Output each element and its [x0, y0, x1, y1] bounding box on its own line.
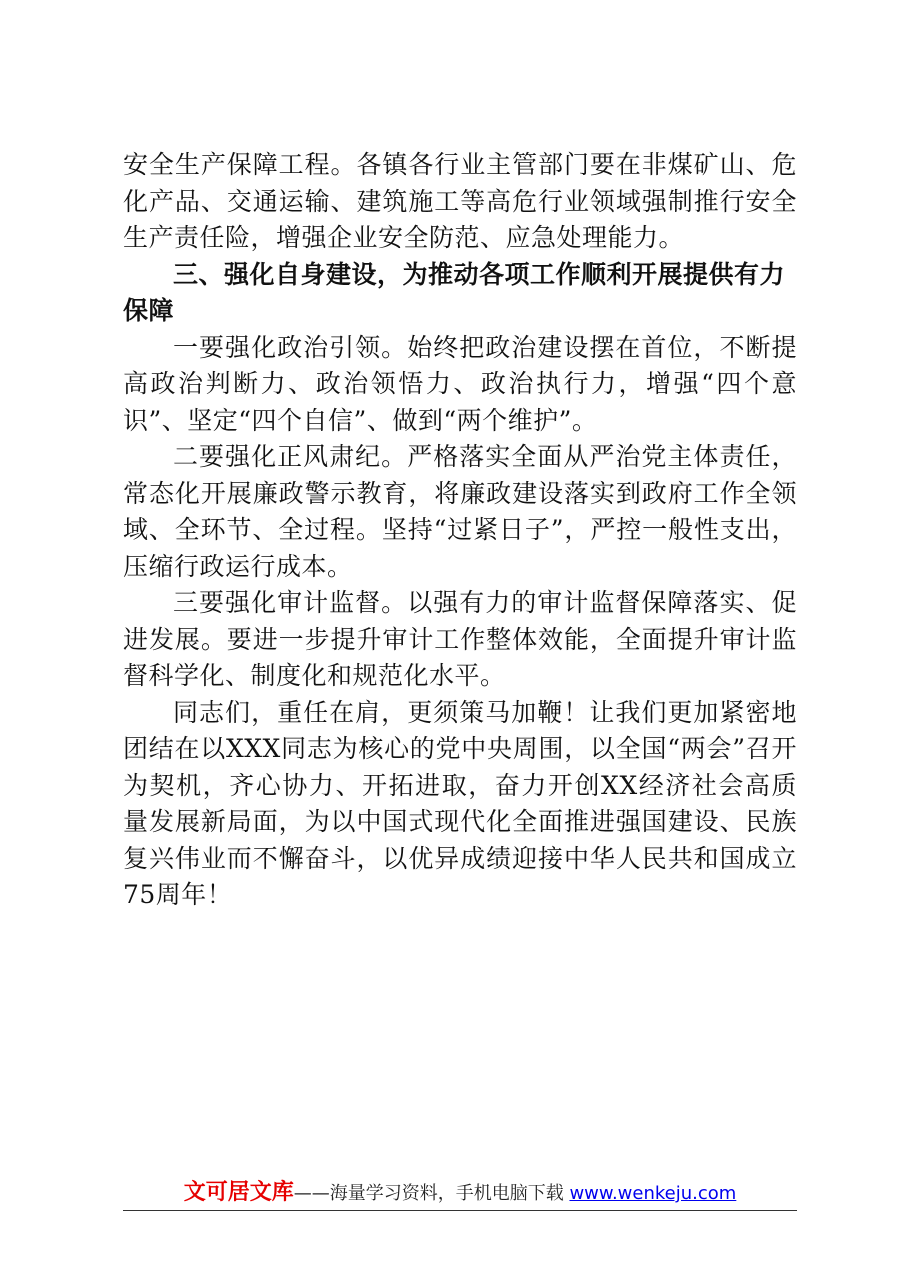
document-body	[123, 147, 797, 914]
footer-link[interactable]: www.wenkeju.com	[569, 1183, 737, 1204]
paragraph-safety-insurance: 安全生产保障工程。各镇各行业主管部门要在非煤矿山、危化产品、交通运输、建筑施工等高危行业领域强制推行安全生产责任险，增强企业安全防范、应急处理能力。	[123, 150, 797, 252]
footer-brand: 文可居文库	[183, 1180, 294, 1205]
footer-divider	[123, 1210, 797, 1211]
page-footer	[123, 1176, 797, 1211]
section-heading-three: 三、强化自身建设，为推动各项工作顺利开展提供有力保障	[123, 259, 786, 325]
paragraph-audit: 三要强化审计监督。以强有力的审计监督保障落实、促进发展。要进一步提升审计工作整体效能，全面提升审计监督科学化、制度化和规范化水平。	[123, 588, 797, 690]
paragraph-discipline: 二要强化正风肃纪。严格落实全面从严治党主体责任，常态化开展廉政警示教育，将廉政建设落实到政府工作全领域、全环节、全过程。坚持“过紧日子”，严控一般性支出，压缩行政运行成本。	[123, 442, 797, 581]
paragraph-political-leadership: 一要强化政治引领。始终把政治建设摆在首位，不断提高政治判断力、政治领悟力、政治执行力，增强“四个意识”、坚定“四个自信”、做到“两个维护”。	[123, 332, 797, 435]
paragraph-closing: 同志们，重任在肩，更须策马加鞭！让我们更加紧密地团结在以XXX同志为核心的党中央周围，以全国“两会”召开为契机，齐心协力、开拓进取，奋力开创XX经济社会高质量发展新局面，为以中国式现代化全面推进强国建设、民族复兴伟业而不懈奋斗，以优异成绩迎接中华人民共和国成立75周年！	[123, 697, 797, 909]
footer-slogan: ——海量学习资料，手机电脑下载	[293, 1183, 564, 1204]
